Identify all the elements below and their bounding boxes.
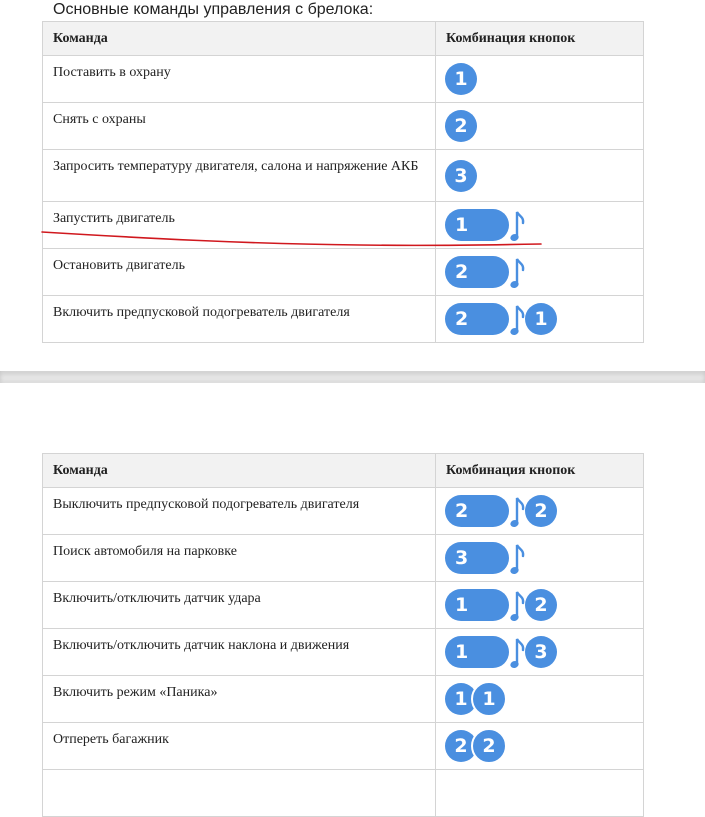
- key-press-icon: 2: [525, 495, 557, 527]
- table-row: [43, 770, 644, 817]
- combo-cell: [436, 488, 644, 535]
- table-header-row: [43, 454, 644, 488]
- combo-cell: [436, 582, 644, 629]
- header-command: Команда: [43, 454, 436, 488]
- page-break: [0, 371, 705, 383]
- combo-cell: [436, 629, 644, 676]
- music-note-icon: [510, 255, 526, 289]
- header-command: Команда: [43, 22, 436, 56]
- table-row: [43, 535, 644, 582]
- table-row: [43, 676, 644, 723]
- table-row: [43, 296, 644, 343]
- combo-cell: [436, 150, 644, 202]
- commands-table-2: [42, 453, 644, 817]
- document-page-2: [0, 383, 705, 780]
- combo-cell: [436, 56, 644, 103]
- key-hold-icon: 2: [445, 303, 509, 335]
- combo-cell: [436, 202, 644, 249]
- key-press-icon: 2: [445, 110, 477, 142]
- command-cell: Отпереть багажник: [43, 723, 436, 770]
- command-cell: Поиск автомобиля на парковке: [43, 535, 436, 582]
- combo-cell: [436, 249, 644, 296]
- combo-cell: [436, 676, 644, 723]
- table-row: [43, 103, 644, 150]
- music-note-icon: [510, 494, 526, 528]
- table-row: [43, 488, 644, 535]
- music-note-icon: [510, 588, 526, 622]
- command-cell: Снять с охраны: [43, 103, 436, 150]
- music-note-icon: [510, 541, 526, 575]
- music-note-icon: [510, 302, 526, 336]
- command-cell: Поставить в охрану: [43, 56, 436, 103]
- table-row: [43, 249, 644, 296]
- music-note-icon: [510, 208, 526, 242]
- combo-cell: [436, 103, 644, 150]
- command-cell: Остановить двигатель: [43, 249, 436, 296]
- commands-table-1: [42, 21, 644, 343]
- command-cell: Включить предпусковой подогреватель двигателя: [43, 296, 436, 343]
- table-row: [43, 582, 644, 629]
- combo-cell: [436, 296, 644, 343]
- key-press-icon: 2: [445, 730, 477, 762]
- header-combo: Комбинация кнопок: [436, 22, 644, 56]
- combo-cell: [436, 723, 644, 770]
- key-hold-icon: 1: [445, 636, 509, 668]
- header-combo: Комбинация кнопок: [436, 454, 644, 488]
- key-press-icon: 2: [471, 728, 507, 764]
- table-row: [43, 629, 644, 676]
- command-cell: Запросить температуру двигателя, салона и напряжение АКБ: [43, 150, 436, 202]
- command-cell: Выключить предпусковой подогреватель двигателя: [43, 488, 436, 535]
- key-press-icon: 1: [471, 681, 507, 717]
- key-press-icon: 3: [525, 636, 557, 668]
- combo-cell: [436, 535, 644, 582]
- table-row: [43, 202, 644, 249]
- key-hold-icon: 2: [445, 256, 509, 288]
- music-note-icon: [510, 635, 526, 669]
- key-press-icon: 1: [445, 683, 477, 715]
- document-page-1: [0, 0, 705, 371]
- command-cell: [43, 770, 436, 817]
- table-row: [43, 150, 644, 202]
- key-press-icon: 2: [525, 589, 557, 621]
- table-caption: Основные команды управления с брелока:: [53, 1, 374, 18]
- command-cell: Запустить двигатель: [43, 202, 436, 249]
- key-press-icon: 1: [445, 63, 477, 95]
- combo-cell: [436, 770, 644, 817]
- key-hold-icon: 1: [445, 589, 509, 621]
- command-cell: Включить режим «Паника»: [43, 676, 436, 723]
- table-header-row: [43, 22, 644, 56]
- key-hold-icon: 3: [445, 542, 509, 574]
- command-cell: Включить/отключить датчик удара: [43, 582, 436, 629]
- table-row: [43, 723, 644, 770]
- key-hold-icon: 2: [445, 495, 509, 527]
- key-press-icon: 3: [445, 160, 477, 192]
- key-hold-icon: 1: [445, 209, 509, 241]
- command-cell: Включить/отключить датчик наклона и движения: [43, 629, 436, 676]
- key-press-icon: 1: [525, 303, 557, 335]
- table-row: [43, 56, 644, 103]
